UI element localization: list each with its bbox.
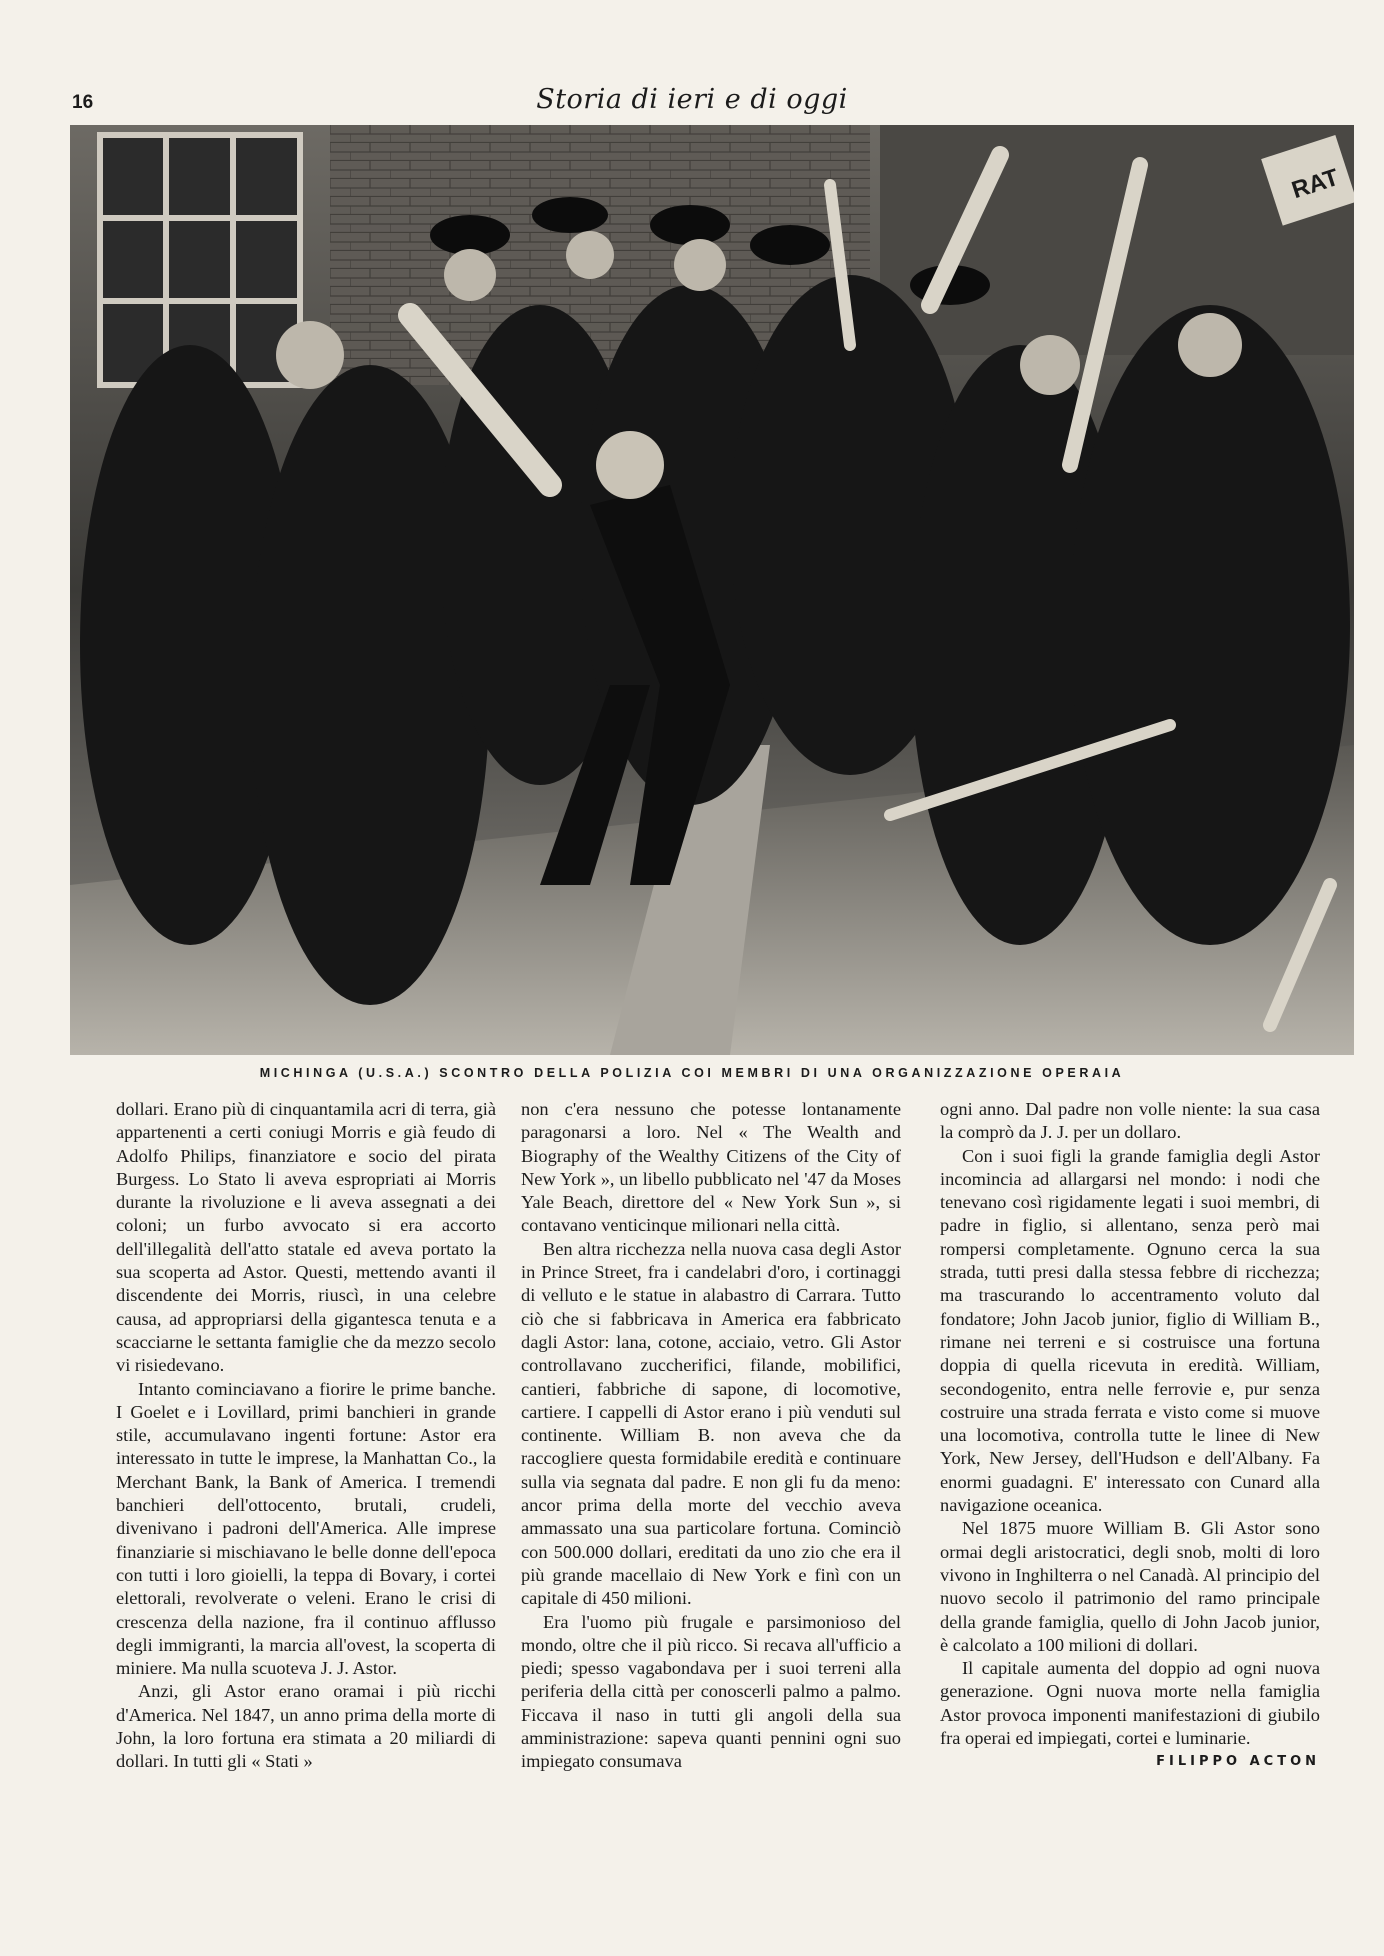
paragraph: dollari. Erano più di cinquantamila acri di terra, già appartenenti a certi coniugi Morris e già feudo di Adolfo Philips, finanziatore e socio del pirata Burgess. Lo Stato li aveva espropriati ai Morris durante la rivoluzione e li aveva assegnati a dei coloni; un furbo avvocato si era accorto dell'illegalità dell'atto statale ed aveva portato la sua scoperta ad Astor. Questi, mettendo avanti il discendente dei Morris, riuscì, in una celebre causa, ad appropriarsi della gigantesca tenuta e a scacciarne le settanta famiglie che da mezzo secolo vi risiedevano. xyxy=(116,1099,496,1376)
paragraph: Anzi, gli Astor erano oramai i più ricchi d'America. Nel 1847, un anno prima della morte di John, la loro fortuna era stimata a 20 miliardi di dollari. In tutti gli « Stati » xyxy=(116,1681,496,1772)
paragraph: ogni anno. Dal padre non volle niente: la sua casa la comprò da J. J. per un dollaro. xyxy=(940,1099,1320,1143)
photo-illustration xyxy=(70,125,1354,1055)
paragraph: Ben altra ricchezza nella nuova casa degli Astor in Prince Street, fra i candelabri d'oro, i cortinaggi di velluto e le statue in alabastro di Carrara. Tutto ciò che si fabbricava in America era fabbricato dagli Astor: lana, cotone, acciaio, vetro. Gli Astor controllavano zuccherifici, filande, mobilifici, cantieri, fabbriche di sapone, di locomotive, cartiere. I cappelli di Astor erano i più venduti sul continente. William B. non aveva che da raccogliere questa formidabile eredità e continuare sulla via segnata dal padre. E non gli fu da meno: ancor prima della morte del vecchio aveva ammassato una sua particolare fortuna. Cominciò con 500.000 dollari, ereditati da uno zio che era il più grande macellaio di New York e finì con un capitale di 450 milioni. xyxy=(521,1238,901,1609)
paragraph: Con i suoi figli la grande famiglia degli Astor incomincia ad allargarsi nel mondo: i nodi che tenevano così rigidamente legati i suoi membri, di padre in figlio, si allentano, senza però mai rompersi completamente. Ognuno cerca la sua strada, tutti presi dalla stessa febbre di ricchezza; ma trascurando lo accentramento voluto dal fondatore; John Jacob junior, figlio di William B., rimane nei terreni e si costruisce una fortuna doppia di quella ricevuta in eredità. William, secondogenito, entra nelle ferrovie e, pur senza costruire una strada ferrata e visto come si muove una locomotiva, controlla tutte le linee di New York, New Jersey, dell'Hudson e dell'Albany. Fa enormi guadagni. E' interessato con Cunard alla navigazione oceanica. xyxy=(940,1145,1320,1516)
article-column-3 xyxy=(940,1098,1320,1774)
paragraph: non c'era nessuno che potesse lontanamente paragonarsi a loro. Nel « The Wealth and Biography of the Wealthy Citizens of the City of New York », un libello pubblicato nel '47 da Moses Yale Beach, direttore del « New York Sun », si contavano venticinque milionari nella città. xyxy=(521,1099,901,1236)
photo-caption: MICHINGA (U.S.A.) SCONTRO DELLA POLIZIA COI MEMBRI DI UNA ORGANIZZAZIONE OPERAIA xyxy=(259,1066,1125,1080)
picket-sign-text: RAT xyxy=(1288,163,1343,205)
article-column-1 xyxy=(116,1098,496,1774)
author-signature: FILIPPO ACTON xyxy=(1156,1754,1320,1770)
paragraph: Era l'uomo più frugale e parsimonioso del mondo, oltre che il più ricco. Si recava all'ufficio a piedi; spesso vagabondava per i suoi terreni alla periferia della città per conoscerli palmo a palmo. Ficcava il naso in tutti gli angoli della sua amministrazione: sapeva quanti pennini ogni suo impiegato consumava xyxy=(521,1611,901,1772)
article-column-2 xyxy=(521,1098,901,1774)
paragraph: Il capitale aumenta del doppio ad ogni nuova generazione. Ogni nuova morte nella famiglia Astor provoca imponenti manifestazioni di giubilo fra operai ed impiegati, cortei e luminarie. xyxy=(940,1658,1320,1749)
paragraph: Intanto cominciavano a fiorire le prime banche. I Goelet e i Lovillard, primi banchieri in grande stile, accumulavano ingenti fortune: Astor era interessato in tutte le imprese, la Manhattan Co., la Merchant Bank, la Bank of America. I tremendi banchieri dell'ottocento, brutali, crudeli, divenivano i padroni dell'America. Alle imprese finanziarie si mischiavano le belle donne dell'epoca con tutti i loro gioielli, la teppa di Bovary, i cortei elettorali, revolverate o veleni. Erano le crisi di crescenza della nazione, fra il continuo afflusso degli immigranti, la marcia all'ovest, la scoperta di miniere. Ma nulla scuoteva J. J. Astor. xyxy=(116,1378,496,1679)
page-number: 16 xyxy=(72,92,94,113)
running-head: Storia di ieri e di oggi xyxy=(536,84,848,115)
paragraph: Nel 1875 muore William B. Gli Astor sono ormai degli aristocratici, degli snob, molti di loro vivono in Inghilterra o nel Canadà. Al principio del nuovo secolo il patrimonio del ramo principale della grande famiglia, quello di John Jacob junior, è calcolato a 100 milioni di dollari. xyxy=(940,1518,1320,1655)
news-photo xyxy=(70,125,1354,1055)
